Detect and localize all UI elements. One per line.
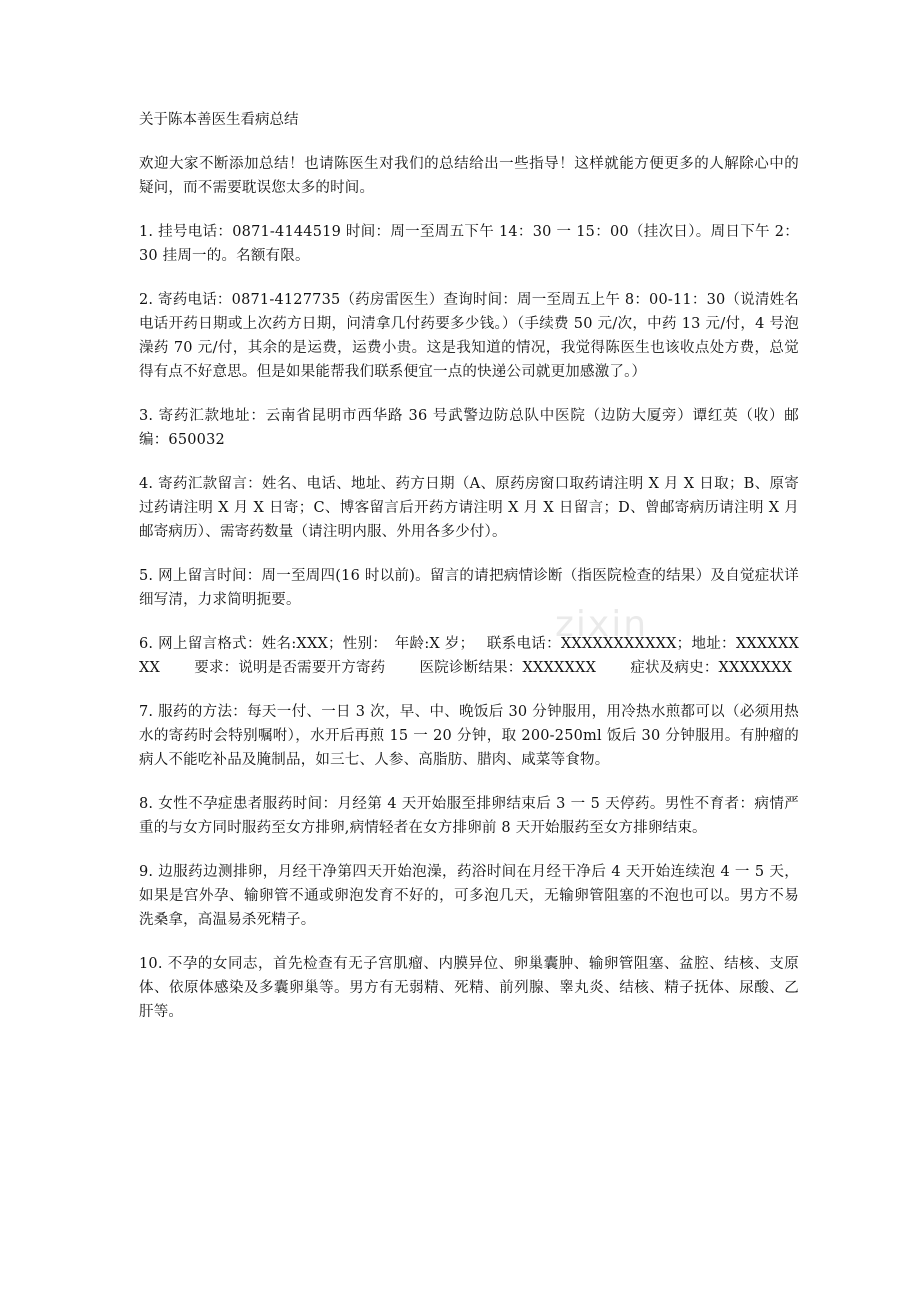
- paragraph-2-mail-medicine-phone: 2. 寄药电话：0871-4127735（药房雷医生）查询时间：周一至周五上午 8：00-11：30（说清姓名电话开药日期或上次药方日期，问清拿几付药要多少钱。）（手续费 50 元/次，中药 13 元/付，4 号泡澡药 70 元/付，其余的是运费，运费小贵。这是我知道的情况，我觉得陈医生也该收点处方费，总觉得有点不好意思。但是如果能帮我们联系便宜一点的快递公司就更加感激了。）: [139, 292, 799, 380]
- watermark-logo: zixin: [555, 604, 649, 645]
- paragraph-4-remittance-message: 4. 寄药汇款留言：姓名、电话、地址、药方日期（A、原药房窗口取药请注明 X 月 X 日取；B、原寄过药请注明 X 月 X 日寄；C、博客留言后开药方请注明 X 月 X 日留言；D、曾邮寄病历请注明 X 月邮寄病历）、需寄药数量（请注明内服、外用各多少付）。: [139, 476, 799, 540]
- paragraph-3-remittance-address: 3. 寄药汇款地址：云南省昆明市西华路 36 号武警边防总队中医院（边防大厦旁）谭红英（收）邮编：650032: [139, 408, 799, 448]
- paragraph-9-ovulation-bath: 9. 边服药边测排卵，月经干净第四天开始泡澡，药浴时间在月经干净后 4 天开始连续泡 4 一 5 天，如果是宫外孕、输卵管不通或卵泡发育不好的，可多泡几天，无输卵管阻塞的不泡也可以。男方不易洗桑拿，高温易杀死精子。: [139, 864, 799, 928]
- document-title: 关于陈本善医生看病总结: [139, 112, 299, 128]
- paragraph-8-infertility-medication-time: 8. 女性不孕症患者服药时间：月经第 4 天开始服至排卵结束后 3 一 5 天停药。男性不育者：病情严重的与女方同时服药至女方排卵,病情轻者在女方排卵前 8 天开始服药至女方排卵结束。: [139, 796, 799, 836]
- paragraph-intro: 欢迎大家不断添加总结！也请陈医生对我们的总结给出一些指导！这样就能方便更多的人解除心中的疑问，而不需要耽误您太多的时间。: [139, 156, 799, 196]
- document-body: [139, 108, 799, 1044]
- paragraph-6-online-message-format: 6. 网上留言格式：姓名:XXX；性别： 年龄:X 岁； 联系电话：XXXXXXXXXXX；地址：XXXXXXXX 要求：说明是否需要开方寄药 医院诊断结果：XXXXXXX 症状及病史：XXXXXXX: [139, 636, 799, 676]
- paragraph-5-online-message-time: 5. 网上留言时间：周一至周四(16 时以前)。留言的请把病情诊断（指医院检查的结果）及自觉症状详细写清，力求简明扼要。: [139, 568, 799, 608]
- paragraph-10-infertility-checks: 10. 不孕的女同志，首先检查有无子宫肌瘤、内膜异位、卵巢囊肿、输卵管阻塞、盆腔、结核、支原体、依原体感染及多囊卵巢等。男方有无弱精、死精、前列腺、睾丸炎、结核、精子抚体、尿酸、乙肝等。: [139, 956, 799, 1020]
- paragraph-1-registration-phone: 1. 挂号电话：0871-4144519 时间：周一至周五下午 14：30 一 15：00（挂次日）。周日下午 2：30 挂周一的。名额有限。: [139, 224, 799, 264]
- paragraph-7-medication-method: 7. 服药的方法：每天一付、一日 3 次，早、中、晚饭后 30 分钟服用，用冷热水煎都可以（必须用热水的寄药时会特别嘱咐），水开后再煎 15 一 20 分钟，取 200-250ml 饭后 30 分钟服用。有肿瘤的病人不能吃补品及腌制品，如三七、人参、高脂肪、腊肉、咸菜等食物。: [139, 704, 799, 768]
